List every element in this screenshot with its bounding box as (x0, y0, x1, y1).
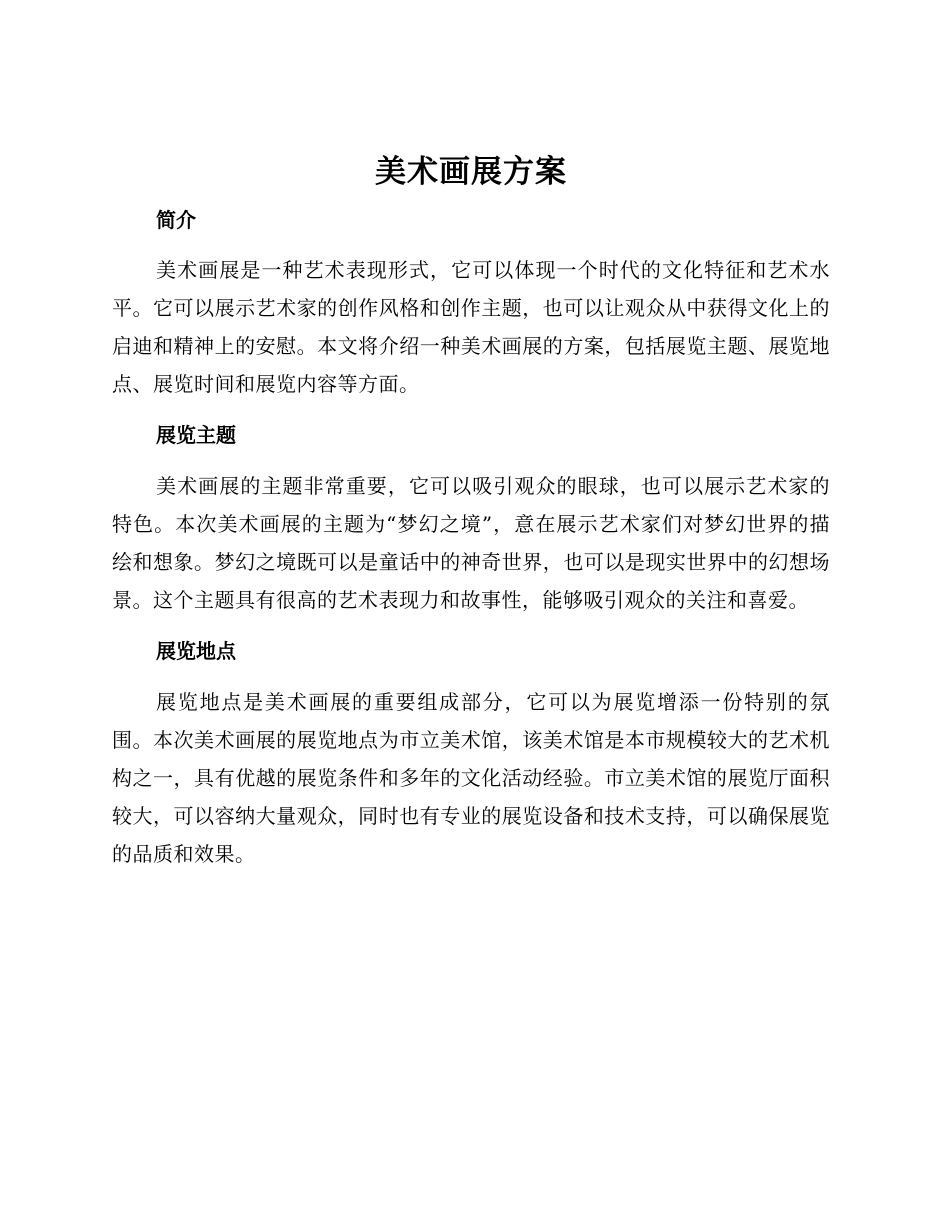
section-paragraph-intro: 美术画展是一种艺术表现形式，它可以体现一个时代的文化特征和艺术水平。它可以展示艺术家的创作风格和创作主题，也可以让观众从中获得文化上的启迪和精神上的安慰。本文将介绍一种美术画展的方案，包括展览主题、展览地点、展览时间和展览内容等方面。 (112, 258, 830, 396)
section-heading-theme: 展览主题 (156, 423, 236, 447)
section-heading-venue: 展览地点 (156, 639, 236, 663)
section-heading-intro: 简介 (156, 208, 196, 232)
document-page (112, 148, 830, 873)
section-paragraph-venue: 展览地点是美术画展的重要组成部分，它可以为展览增添一份特别的氛围。本次美术画展的展览地点为市立美术馆，该美术馆是本市规模较大的艺术机构之一，具有优越的展览条件和多年的文化活动经验。市立美术馆的展览厅面积较大，可以容纳大量观众，同时也有专业的展览设备和技术支持，可以确保展览的品质和效果。 (112, 690, 830, 866)
document-title: 美术画展方案 (375, 154, 567, 190)
section-paragraph-theme: 美术画展的主题非常重要，它可以吸引观众的眼球，也可以展示艺术家的特色。本次美术画展的主题为“梦幻之境”，意在展示艺术家们对梦幻世界的描绘和想象。梦幻之境既可以是童话中的神奇世界，也可以是现实世界中的幻想场景。这个主题具有很高的艺术表现力和故事性，能够吸引观众的关注和喜爱。 (112, 474, 830, 612)
